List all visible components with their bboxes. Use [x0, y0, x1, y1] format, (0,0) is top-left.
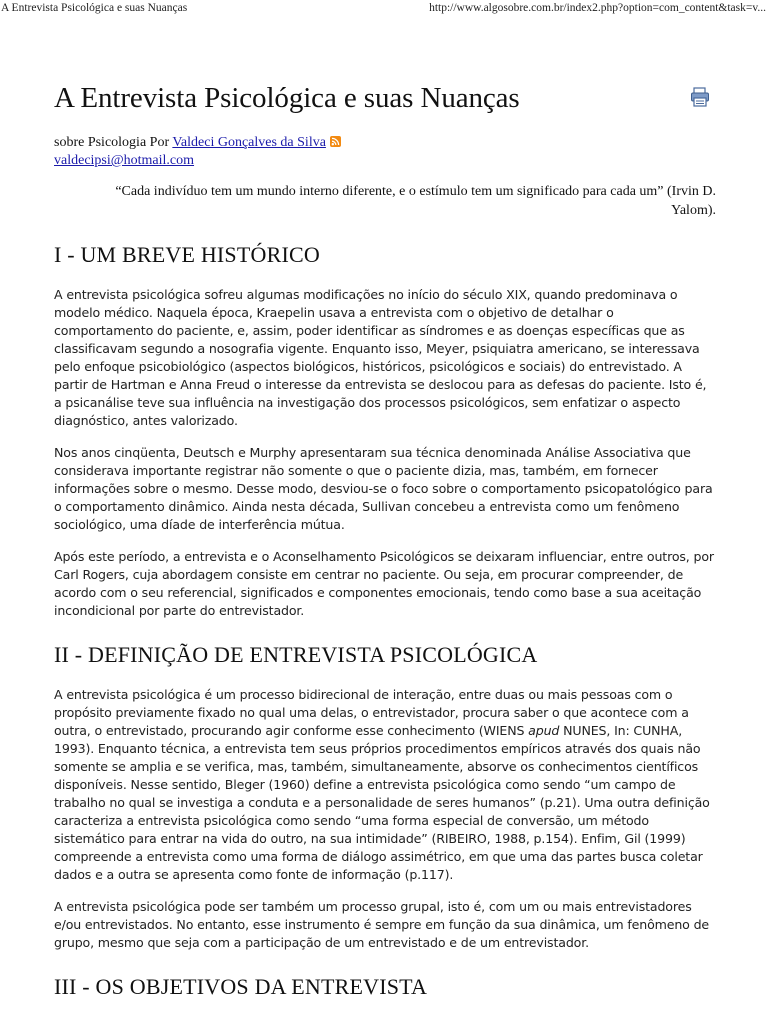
byline-prefix: sobre Psicologia Por	[54, 135, 173, 150]
author-link[interactable]: Valdeci Gonçalves da Silva	[172, 135, 326, 150]
text-run-italic: apud	[528, 723, 560, 738]
author-email-link[interactable]: valdecipsi@hotmail.com	[54, 153, 195, 168]
text-run: NUNES, In: CUNHA, 1993). Enquanto técnica, a entrevista tem seus próprios procedimentos empíricos através dos quais não somente se amplia e se verifica, mas, também, simultaneamente, absorve os conhecimentos científicos disponíveis. Nesse sentido, Bleger (1960) define a entrevista psicológica como sendo “um campo de trabalho no qual se investiga a conduta e a personalidade de seres humanos” (p.21). Uma outra definição caracteriza a entrevista psicológica como sendo “uma forma especial de conversão, um método sistemático para entrar na vida do outro, na sua intimidade” (RIBEIRO, 1988, p.154). Enfim, Gil (1999) compreende a entrevista como uma forma de diálogo assimétrico, em que uma das partes busca coletar dados e a outra se apresenta como fonte de informação (p.117).	[54, 723, 710, 882]
epigraph-quote: “Cada indivíduo tem um mundo interno diferente, e o estímulo tem um significado para cada um” (Irvin D. Yalom).	[115, 184, 716, 218]
section-heading: I - UM BREVE HISTÓRICO	[54, 242, 320, 267]
paragraph: A entrevista psicológica sofreu algumas modificações no início do século XIX, quando predominava o modelo médico. Naquela época, Kraepelin usava a entrevista com o objetivo de detalhar o comportamento do paciente, e, assim, poder identificar as síndromes e as doenças específicas que as classificavam segundo a nosografia vigente. Enquanto isso, Meyer, psiquiatra americano, se interessava pelo enfoque psicobiológico (aspectos biológicos, históricos, psicológicos e sociais) do entrevistado. A partir de Hartman e Anna Freud o interesse da entrevista se deslocou para as defesas do paciente. Isto é, a psicanálise teve sua influência na investigação dos processos psicológicos, sem enfatizar o aspecto diagnóstico, antes valorizado.	[54, 287, 707, 428]
paragraph: Após este período, a entrevista e o Aconselhamento Psicológicos se deixaram influenciar, entre outros, por Carl Rogers, cuja abordagem consiste em centrar no paciente. Ou seja, em procurar compreender, de acordo com o seu referencial, significados e componentes emocionais, tendo como base a sua aceitação incondicional por parte do entrevistador.	[54, 549, 714, 618]
section-heading: III - OS OBJETIVOS DA ENTREVISTA	[54, 974, 428, 999]
paragraph: A entrevista psicológica pode ser também um processo grupal, isto é, com um ou mais entrevistadores e/ou entrevistados. No entanto, esse instrumento é sempre em função da sua dinâmica, um fenômeno de grupo, mesmo que seja com a participação de um entrevistado e de um entrevistador.	[54, 899, 710, 950]
section-heading: II - DEFINIÇÃO DE ENTREVISTA PSICOLÓGICA	[54, 642, 538, 667]
print-header	[0, 0, 768, 16]
article	[54, 78, 716, 1002]
text-run: A entrevista psicológica é um processo bidirecional de interação, entre duas ou mais pessoas com o propósito previamente fixado no qual uma delas, o entrevistador, procura saber o que acontece com a outra, o entrevistado, procurando agir conforme esse conhecimento (WIENS	[54, 687, 689, 738]
byline	[54, 134, 716, 170]
article-title: A Entrevista Psicológica e suas Nuanças	[54, 82, 520, 114]
paragraph: Nos anos cinqüenta, Deutsch e Murphy apresentaram sua técnica denominada Análise Associativa que considerava importante registrar não somente o que o paciente dizia, mas, também, em fornecer informações sobre o mesmo. Desse modo, desviou-se o foco sobre o comportamento psicopatológico para o comportamento dinâmico. Ainda nesta década, Sullivan concebeu a entrevista como um fenômeno sociológico, uma díade de interferência mútua.	[54, 445, 713, 532]
print-header-url: http://www.algosobre.com.br/index2.php?option=com_content&task=v...	[429, 2, 766, 14]
printer-icon[interactable]	[690, 87, 710, 107]
rss-feed-icon[interactable]	[330, 136, 341, 147]
print-header-title: A Entrevista Psicológica e suas Nuanças	[1, 2, 188, 14]
paragraph	[54, 686, 716, 884]
